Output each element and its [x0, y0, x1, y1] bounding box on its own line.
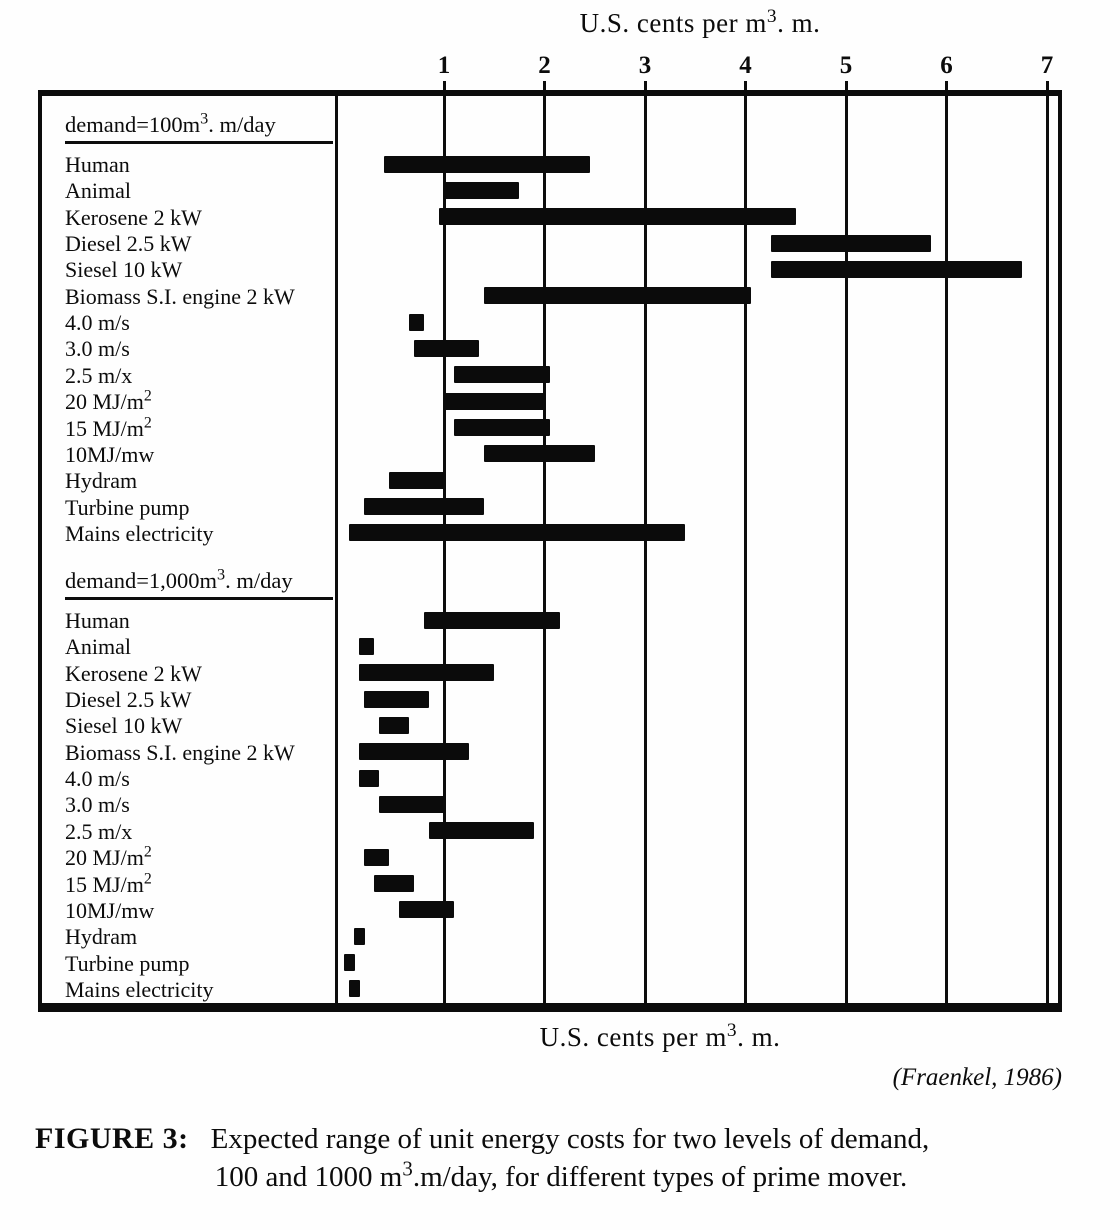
range-bar — [354, 928, 365, 945]
x-tick-mark — [845, 81, 848, 90]
range-bar — [454, 366, 549, 383]
caption-line2: 100 and 1000 $m^3.m$/day, for different types of prime mover. — [214, 1156, 908, 1193]
row-label: 3.0 m/s — [65, 336, 130, 362]
x-tick-label: 4 — [739, 52, 752, 79]
range-bar — [439, 208, 796, 225]
group-header: $demand=1,000m^3$. m/day — [65, 568, 333, 600]
gridline — [945, 96, 948, 1003]
x-tick-mark — [644, 81, 647, 90]
gridline — [443, 96, 446, 1003]
row-label: 15 $MJ/m^2$ — [65, 414, 152, 441]
range-bar — [349, 524, 686, 541]
x-tick-label: 7 — [1040, 52, 1054, 79]
gridline — [543, 96, 546, 1003]
gridline — [744, 96, 747, 1003]
range-bar — [484, 445, 595, 462]
row-label: Mains electricity — [65, 520, 214, 546]
row-label: 20 $MJ/m^2$ — [65, 387, 152, 415]
attribution: (Fraenkel, 1986) — [892, 1064, 1062, 1091]
row-label: Hydram — [65, 924, 138, 950]
range-bar — [379, 796, 444, 813]
range-bar — [359, 743, 470, 760]
range-bar — [424, 612, 560, 629]
row-label: 10MJ/mw — [65, 897, 155, 923]
row-label: Biomass S.I. engine 2 kW — [65, 283, 295, 309]
row-label: Kerosene 2 kW — [65, 204, 202, 230]
range-bar — [771, 261, 1022, 278]
row-label: 20 $MJ/m^2$ — [65, 843, 152, 871]
figure-caption — [35, 1120, 1087, 1196]
row-label: Hydram — [65, 468, 138, 494]
range-bar — [484, 287, 750, 304]
row-label: Biomass S.I. engine 2 kW — [65, 739, 295, 765]
range-bar — [349, 980, 360, 997]
range-bar — [389, 472, 444, 489]
caption-line1 — [35, 1120, 1087, 1158]
x-tick-mark — [1046, 81, 1049, 90]
range-bar — [364, 849, 389, 866]
axis-title-bottom: U.S. cents per $m^3$. m. — [539, 1020, 781, 1052]
row-label: Turbine pump — [65, 494, 190, 520]
range-bar — [359, 664, 495, 681]
group-header: $demand=100m^3$. m/day — [65, 112, 333, 144]
x-tick-mark — [945, 81, 948, 90]
x-tick-label: 2 — [538, 52, 551, 79]
row-label: Animal — [65, 634, 131, 660]
x-tick-label: 1 — [437, 52, 451, 79]
row-label: 2.5 m/x — [65, 818, 133, 844]
range-bar — [444, 182, 519, 199]
row-label: Human — [65, 608, 130, 633]
gridline — [845, 96, 848, 1003]
x-tick-label: 5 — [839, 52, 853, 79]
range-bar — [409, 314, 424, 331]
caption-label: FIGURE 3: — [35, 1122, 189, 1155]
range-bar — [364, 691, 429, 708]
range-bar — [444, 393, 545, 410]
row-label: 4.0 m/s — [65, 310, 130, 336]
row-label: 4.0 m/s — [65, 766, 130, 792]
range-bar — [359, 770, 379, 787]
x-tick-label: 3 — [638, 52, 652, 79]
row-label: Human — [65, 152, 130, 177]
row-label: Diesel 2.5 kW — [65, 687, 192, 713]
range-bar — [344, 954, 355, 971]
range-bar — [429, 822, 535, 839]
axis-title-top: U.S. cents per $m^3$. m. — [579, 6, 821, 38]
x-tick-mark — [543, 81, 546, 90]
row-label: 10MJ/mw — [65, 441, 155, 467]
gridline — [644, 96, 647, 1003]
chart-box — [38, 90, 1062, 1012]
range-bar — [374, 875, 414, 892]
row-label: 2.5 m/x — [65, 362, 133, 388]
row-label: Diesel 2.5 kW — [65, 231, 192, 257]
gridline — [1046, 96, 1049, 1003]
range-bar — [384, 156, 590, 173]
caption-text: Expected range of unit energy costs for two levels of demand, — [210, 1123, 930, 1155]
range-bar — [771, 235, 932, 252]
range-bar — [414, 340, 479, 357]
x-tick-mark — [443, 81, 446, 90]
row-label: 15 $MJ/m^2$ — [65, 870, 152, 897]
row-label: Turbine pump — [65, 950, 190, 976]
x-axis-ticks — [0, 0, 1120, 90]
range-bar — [399, 901, 454, 918]
row-label: Kerosene 2 kW — [65, 660, 202, 686]
row-label: Siesel 10 kW — [65, 257, 183, 283]
x-tick-mark — [744, 81, 747, 90]
x-tick-label: 6 — [940, 52, 953, 79]
row-label: Mains electricity — [65, 976, 214, 1002]
range-bar — [359, 638, 374, 655]
range-bar — [379, 717, 409, 734]
row-label: Animal — [65, 178, 131, 204]
row-label: 3.0 m/s — [65, 792, 130, 818]
row-label: Siesel 10 kW — [65, 713, 183, 739]
range-bar — [364, 498, 485, 515]
range-bar — [454, 419, 549, 436]
label-column-separator — [335, 96, 338, 1003]
